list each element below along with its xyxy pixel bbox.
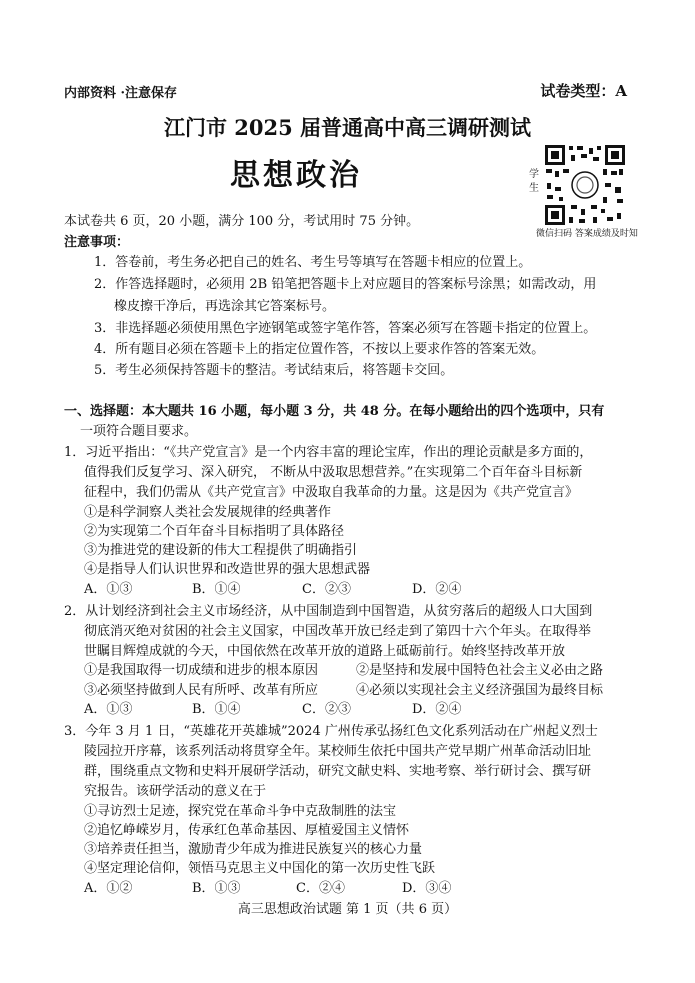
q3-stem: 3．今年 3 月 1 日，“英雄花开英雄城”2024 广州传承弘扬红色文化系列活动在广州起义烈士 [64, 724, 598, 739]
q2-stem: 世瞩目辉煌成就的今天，中国依然在改革开放的道路上砥砺前行。始终坚持改革开放 [84, 644, 566, 659]
q1-item: ③为推进党的建设新的伟大工程提供了明确指引 [84, 543, 358, 558]
q1-choice-d: D．②④ [412, 582, 462, 597]
q1-item: ④是指导人们认识世界和改造世界的强大思想武器 [84, 562, 371, 577]
subject-title: 思想政治 [230, 158, 362, 193]
q3-choice-a: A．①② [84, 881, 133, 896]
notice-item: 2．作答选择题时，必须用 2B 铅笔把答题卡上对应题目的答案标号涂黑；如需改动，用 [94, 277, 597, 292]
q3-stem: 群，围绕重点文物和史料开展研学活动，研究文献史料、实地考察、举行研讨会、撰写研 [84, 764, 592, 779]
q1-stem: 值得我们反复学习、深入研究， 不断从中汲取思想营养。”在实现第二个百年奋斗目标新 [84, 465, 583, 480]
q3-stem: 陵园拉开序幕，该系列活动将贯穿全年。某校师生依托中国共产党早期广州革命活动旧址 [84, 744, 592, 759]
q1-choice-c: C．②③ [302, 582, 351, 597]
page-footer: 高三思想政治试题 第 1 页（共 6 页） [237, 902, 458, 917]
q2-stem: 彻底消灭绝对贫困的社会主义国家，中国改革开放已经走到了第四十六个年头。在取得举 [84, 624, 592, 639]
q3-choice-c: C．②④ [296, 881, 345, 896]
section-heading-cont: 一项符合题目要求。 [80, 424, 198, 439]
confidential-note: 内部资料 ·注意保存 [64, 86, 178, 101]
q3-item: ①寻访烈士足迹，探究党在革命斗争中克敌制胜的法宝 [84, 804, 397, 819]
q1-stem: 1．习近平指出：“《共产党宣言》是一个内容丰富的理论宝库，作出的理论贡献是多方面的， [64, 445, 593, 460]
q2-item: ③必须坚持做到人民有所呼、改革有所应 [84, 683, 319, 698]
notice-item: 5．考生必须保持答题卡的整洁。考试结束后，将答题卡交回。 [94, 363, 454, 378]
q2-item: ①是我国取得一切成绩和进步的根本原因 [84, 663, 319, 678]
q1-stem: 征程中，我们仍需从《共产党宣言》中汲取自我革命的力量。这是因为《共产党宣言》 [84, 485, 579, 500]
q2-stem: 2．从计划经济到社会主义市场经济，从中国制造到中国智造，从贫穷落后的超级人口大国到 [64, 604, 593, 619]
section-heading: 一、选择题：本大题共 16 小题，每小题 3 分，共 48 分。在每小题给出的四个选项中，只有 [64, 404, 605, 419]
paper-type: 试卷类型：A [540, 82, 627, 100]
qr-side-label: 学生 [529, 169, 539, 194]
notice-item: 1．答卷前，考生务必把自己的姓名、考生号等填写在答题卡相应的位置上。 [94, 255, 532, 270]
exam-intro: 本试卷共 6 页，20 小题，满分 100 分，考试用时 75 分钟。 [64, 214, 420, 229]
q3-item: ④坚定理论信仰，领悟马克思主义中国化的第一次历史性飞跃 [84, 861, 436, 876]
q3-item: ③培养责任担当，激励青少年成为推进民族复兴的核心力量 [84, 842, 423, 857]
qr-caption: 微信扫码 答案成绩及时知 [536, 229, 638, 239]
notice-item: 4．所有题目必须在答题卡上的指定位置作答，不按以上要求作答的答案无效。 [94, 342, 545, 357]
q1-item: ①是科学洞察人类社会发展规律的经典著作 [84, 505, 332, 520]
q1-choice-a: A．①③ [84, 582, 133, 597]
q2-item: ④必须以实现社会主义经济强国为最终目标 [356, 683, 604, 698]
qr-code-icon [543, 143, 627, 227]
q1-choice-b: B．①④ [192, 582, 241, 597]
q2-choice-c: C．②③ [302, 702, 351, 717]
q2-choice-a: A．①③ [84, 702, 133, 717]
q2-item: ②是坚持和发展中国特色社会主义必由之路 [356, 663, 604, 678]
q2-choice-d: D．②④ [412, 702, 462, 717]
notice-item-cont: 橡皮擦干净后，再选涂其它答案标号。 [114, 299, 336, 314]
exam-title: 江门市 2025 届普通高中高三调研测试 [163, 115, 532, 140]
q3-choice-b: B．①③ [192, 881, 241, 896]
q3-choice-d: D．③④ [402, 881, 452, 896]
q3-item: ②追忆峥嵘岁月，传承红色革命基因、厚植爱国主义情怀 [84, 823, 410, 838]
q2-choice-b: B．①④ [192, 702, 241, 717]
notice-heading: 注意事项： [64, 235, 130, 250]
q1-item: ②为实现第二个百年奋斗目标指明了具体路径 [84, 524, 345, 539]
notice-item: 3．非选择题必须使用黑色字迹钢笔或签字笔作答，答案必须写在答题卡指定的位置上。 [94, 321, 597, 336]
q3-stem: 究报告。该研学活动的意义在于 [84, 784, 267, 799]
